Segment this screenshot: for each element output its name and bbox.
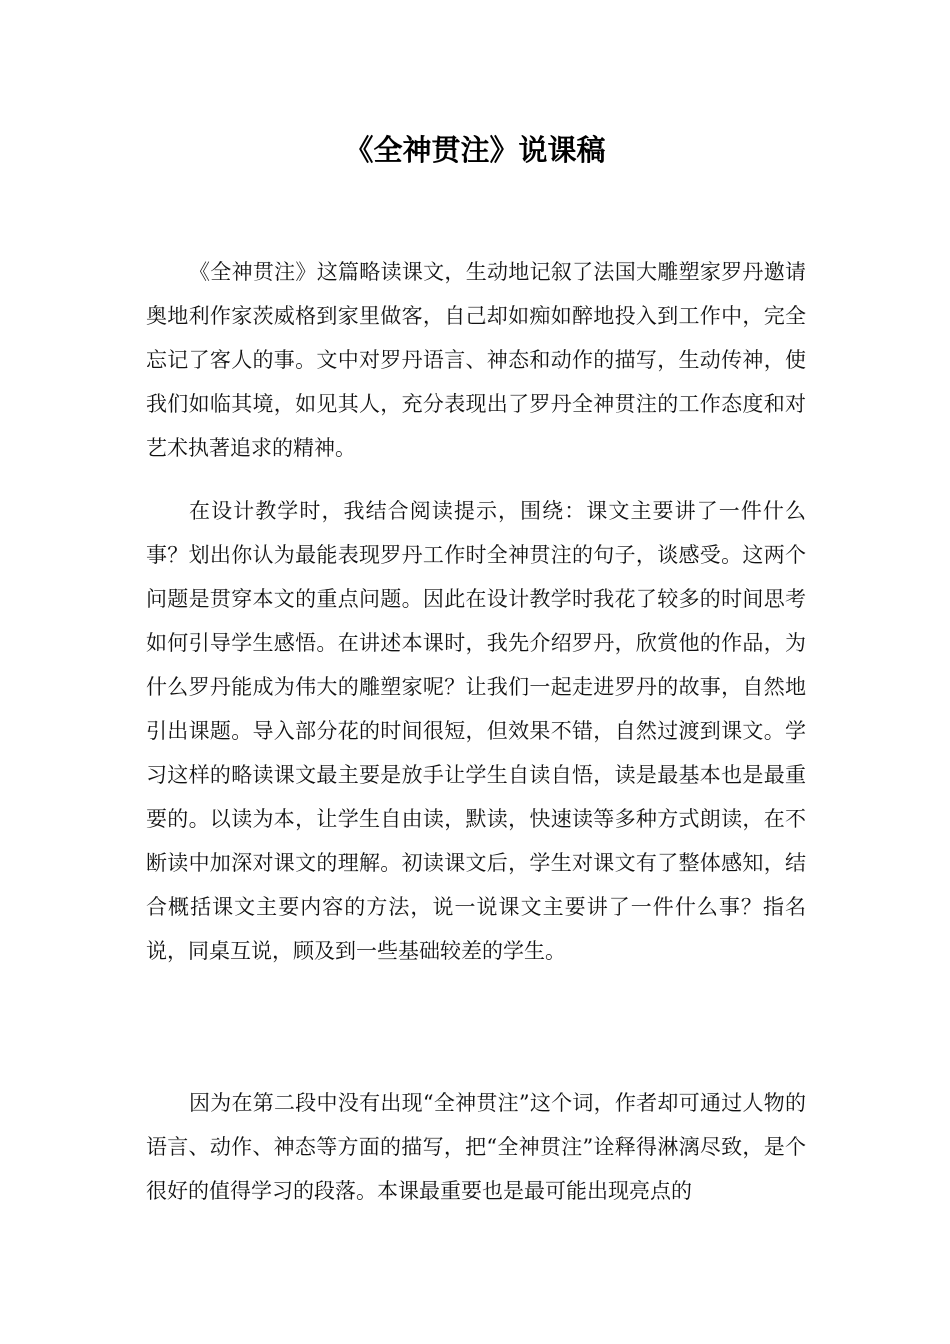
paragraph-2: 在设计教学时，我结合阅读提示，围绕：课文主要讲了一件什么事？划出你认为最能表现罗丹工作时全神贯注的句子，谈感受。这两个问题是贯穿本文的重点问题。因此在设计教学时我花了较多的时间思考如何引导学生感悟。在讲述本课时，我先介绍罗丹，欣赏他的作品，为什么罗丹能成为伟大的雕塑家呢？让我们一起走进罗丹的故事，自然地引出课题。导入部分花的时间很短，但效果不错，自然过渡到课文。学习这样的略读课文最主要是放手让学生自读自悟，读是最基本也是最重要的。以读为本，让学生自由读，默读，快速读等多种方式朗读，在不断读中加深对课文的理解。初读课文后，学生对课文有了整体感知，结合概括课文主要内容的方法，说一说课文主要讲了一件什么事？指名说，同桌互说，顾及到一些基础较差的学生。 (146, 499, 806, 963)
paragraph-1: 《全神贯注》这篇略读课文，生动地记叙了法国大雕塑家罗丹邀请奥地利作家茨威格到家里做客，自己却如痴如醉地投入到工作中，完全忘记了客人的事。文中对罗丹语言、神态和动作的描写，生动传神，使我们如临其境，如见其人，充分表现出了罗丹全神贯注的工作态度和对艺术执著追求的精神。 (146, 260, 806, 460)
document-title: 《全神贯注》说课稿 (344, 133, 606, 167)
paragraph-3: 因为在第二段中没有出现“全神贯注”这个词，作者却可通过人物的语言、动作、神态等方面的描写，把“全神贯注”诠释得淋漓尽致，是个很好的值得学习的段落。本课最重要也是最可能出现亮点的 (146, 1091, 806, 1203)
